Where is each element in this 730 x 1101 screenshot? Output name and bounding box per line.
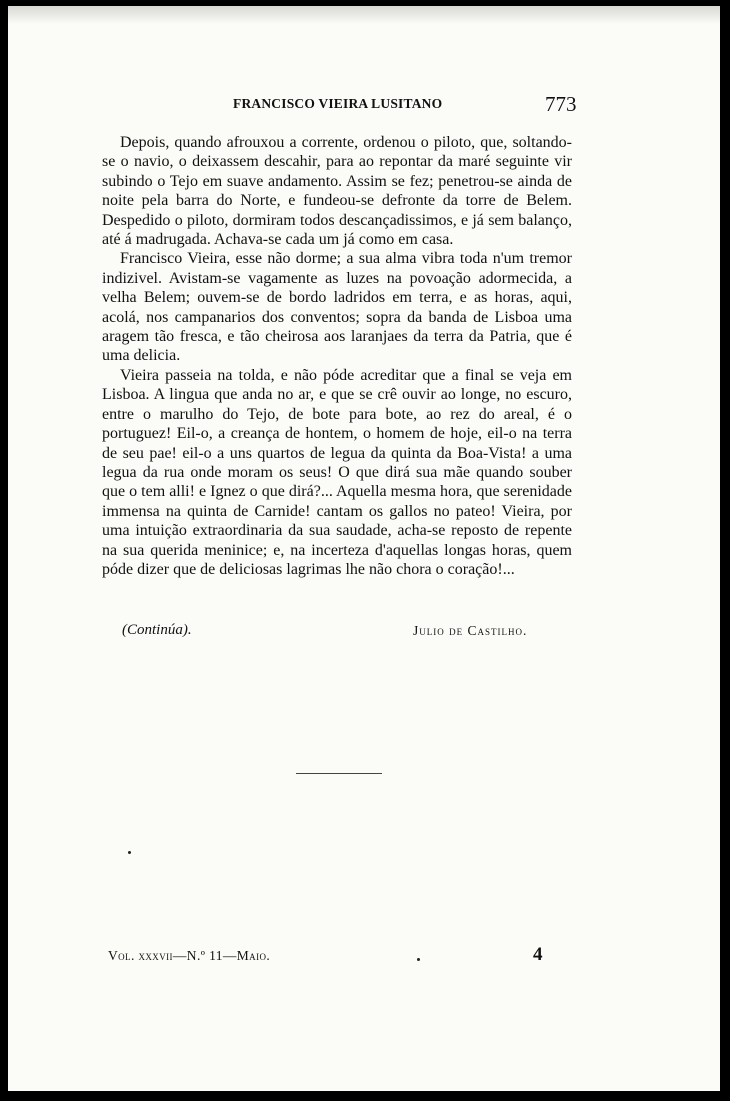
- signoff: [8, 618, 720, 642]
- paragraph-2: Francisco Vieira, esse não dorme; a sua alma vibra toda n'um tremor indizivel. Avistam-se vagamente as luzes na povoação adormecida, a velha Belem; ouvem-se de bordo ladridos em terra, e as horas, aqui, acolá, nos campanarios dos conventos; sopra da banda de Lisboa uma aragem tão fresca, e tão cheirosa aos laranjaes da terra da Patria, que é uma delicia.: [102, 250, 572, 365]
- book-page: [8, 6, 720, 1091]
- page-number: 773: [545, 92, 577, 116]
- page-header: [8, 92, 720, 116]
- continua-note: (Continúa).: [122, 622, 192, 638]
- section-divider: [296, 773, 382, 774]
- running-head: FRANCISCO VIEIRA LUSITANO: [233, 96, 443, 111]
- volume-line: Vol. xxxvii—N.º 11—Maio.: [108, 948, 271, 963]
- paragraph-3: Vieira passeia na tolda, e não póde acreditar que a final se veja em Lisboa. A lingua que anda no ar, e que se crê ouvir ao longe, no escuro, entre o marulho do Tejo, de bote para bote, ao rez do areal, é o portuguez! Eil-o, a creança de hontem, o homem de hoje, eil-o na terra de seu pae! eil-o a uns quartos de legua da quinta da Boa-Vista! a uma legua da rua onde moram os seus! O que dirá sua mãe quando souber que o tem alli! e Ignez o que dirá?... Aquella mesma hora, que serenidade immensa na quinta de Carnide! cantam os gallos no pateo! Vieira, por uma intuição extraordinaria da sua saudade, acha-se reposto de repente na sua querida meninice; e, na incerteza d'aquellas longas horas, quem póde dizer que de deliciosas lagrimas lhe não chora o coração!...: [102, 366, 572, 578]
- page-footer: [8, 944, 720, 970]
- signature-mark: 4: [533, 944, 543, 965]
- author-signature: Julio de Castilho.: [413, 623, 528, 638]
- paragraph-1: Depois, quando afrouxou a corrente, ordenou o piloto, que, soltando-se o navio, o deixassem descahir, para ao repontar da maré seguinte vir subindo o Tejo em suave andamento. Assim se fez; penetrou-se ainda de noite pela barra do Norte, e fundeou-se defronte da torre de Belem. Despedido o piloto, dormiram todos descançadissimos, e já sem balanço, até á madrugada. Achava-se cada um já como em casa.: [102, 134, 572, 249]
- body-text: [102, 133, 572, 579]
- ink-speck: [128, 851, 131, 854]
